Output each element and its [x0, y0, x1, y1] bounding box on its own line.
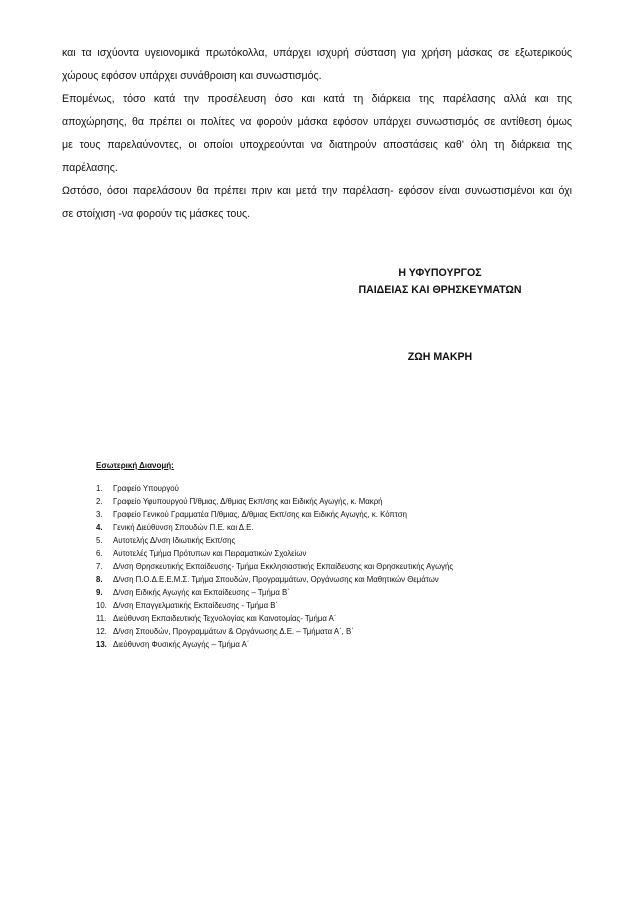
body-line: Ωστόσο, όσοι παρελάσουν θα πρέπει πριν και μετά την παρέλαση- εφόσον είναι συνωστισμένοι και όχι [62, 185, 572, 197]
list-item-number: 7. [96, 562, 103, 571]
list-item-number: 2. [96, 497, 103, 506]
list-item-text: Γραφείο Υπουργού [113, 484, 179, 493]
list-item-number: 9. [96, 588, 103, 597]
list-item-number: 13. [96, 640, 107, 649]
list-item-text: Δ/νση Επαγγελματικής Εκπαίδευσης - Τμήμα Β΄ [113, 601, 279, 610]
body-line: Επομένως, τόσο κατά την προσέλευση όσο και κατά τη διάρκεια της παρέλασης αλλά και της [62, 93, 572, 105]
signature-ministry: ΠΑΙΔΕΙΑΣ ΚΑΙ ΘΡΗΣΚΕΥΜΑΤΩΝ [358, 284, 522, 296]
list-item-number: 5. [96, 536, 103, 545]
list-item-text: Γραφείο Γενικού Γραμματέα Π/θμιας, Δ/θμιας Εκπ/σης και Ειδικής Αγωγής, κ. Κόπτση [113, 510, 407, 519]
list-item-text: Διεύθυνση Εκπαιδευτικής Τεχνολογίας και Καινοτομίας- Τμήμα Α΄ [113, 614, 337, 623]
distribution-heading: Εσωτερική Διανομή: [96, 461, 174, 470]
list-item-text: Διεύθυνση Φυσικής Αγωγής – Τμήμα Α΄ [113, 640, 250, 649]
list-item-text: Δ/νση Ειδικής Αγωγής και Εκπαίδευσης – Τμήμα Β΄ [113, 588, 290, 597]
body-line: παρέλασης. [62, 162, 118, 174]
list-item-number: 8. [96, 575, 103, 584]
body-line: και τα ισχύοντα υγειονομικά πρωτόκολλα, υπάρχει ισχυρή σύσταση για χρήση μάσκας σε εξωτερικούς [62, 47, 572, 59]
body-line: με τους παρελαύνοντες, οι οποίοι υποχρεούνται να διατηρούν αποστάσεις καθ' όλη τη διάρκεια της [62, 139, 572, 151]
list-item-number: 11. [96, 614, 107, 623]
list-item-number: 3. [96, 510, 103, 519]
list-item-number: 4. [96, 523, 103, 532]
list-item-text: Γραφείο Υφυπουργού Π/θμιας, Δ/θμιας Εκπ/σης και Ειδικής Αγωγής, κ. Μακρή [113, 497, 383, 506]
list-item-text: Δ/νση Θρησκευτικής Εκπαίδευσης- Τμήμα Εκκλησιαστικής Εκπαίδευσης και Θρησκευτικής Αγωγής [113, 562, 454, 571]
list-item-number: 12. [96, 627, 107, 636]
list-item-text: Δ/νση Σπουδών, Προγραμμάτων & Οργάνωσης Δ.Ε. – Τμήματα Α΄, Β΄ [113, 627, 354, 636]
list-item-number: 10. [96, 601, 107, 610]
body-line: σε στοίχιση -να φορούν τις μάσκες τους. [62, 208, 251, 220]
list-item-text: Αυτοτελές Τμήμα Πρότυπων και Πειραματικών Σχολείων [113, 549, 307, 558]
signature-title: Η ΥΦΥΠΟΥΡΓΟΣ [398, 267, 482, 279]
list-item-number: 1. [96, 484, 103, 493]
list-item-number: 6. [96, 549, 103, 558]
body-line: αποχώρησης, θα πρέπει οι πολίτες να φορούν μάσκα εφόσον υπάρχει συνωστισμός σε αντίθεση όμως [62, 116, 572, 128]
body-line: χώρους εφόσον υπάρχει συνάθροιση και συνωστισμός. [62, 70, 322, 82]
list-item-text: Δ/νση Π.Ο.Δ.Ε.Ε.Μ.Σ. Τμήμα Σπουδών, Προγραμμάτων, Οργάνωσης και Μαθητικών Θεμάτων [113, 575, 439, 584]
list-item-text: Γενική Διεύθυνση Σπουδών Π.Ε. και Δ.Ε. [113, 523, 254, 532]
list-item-text: Αυτοτελής Δ/νση Ιδιωτικής Εκπ/σης [113, 536, 236, 545]
signature-name: ΖΩΗ ΜΑΚΡΗ [407, 351, 473, 363]
